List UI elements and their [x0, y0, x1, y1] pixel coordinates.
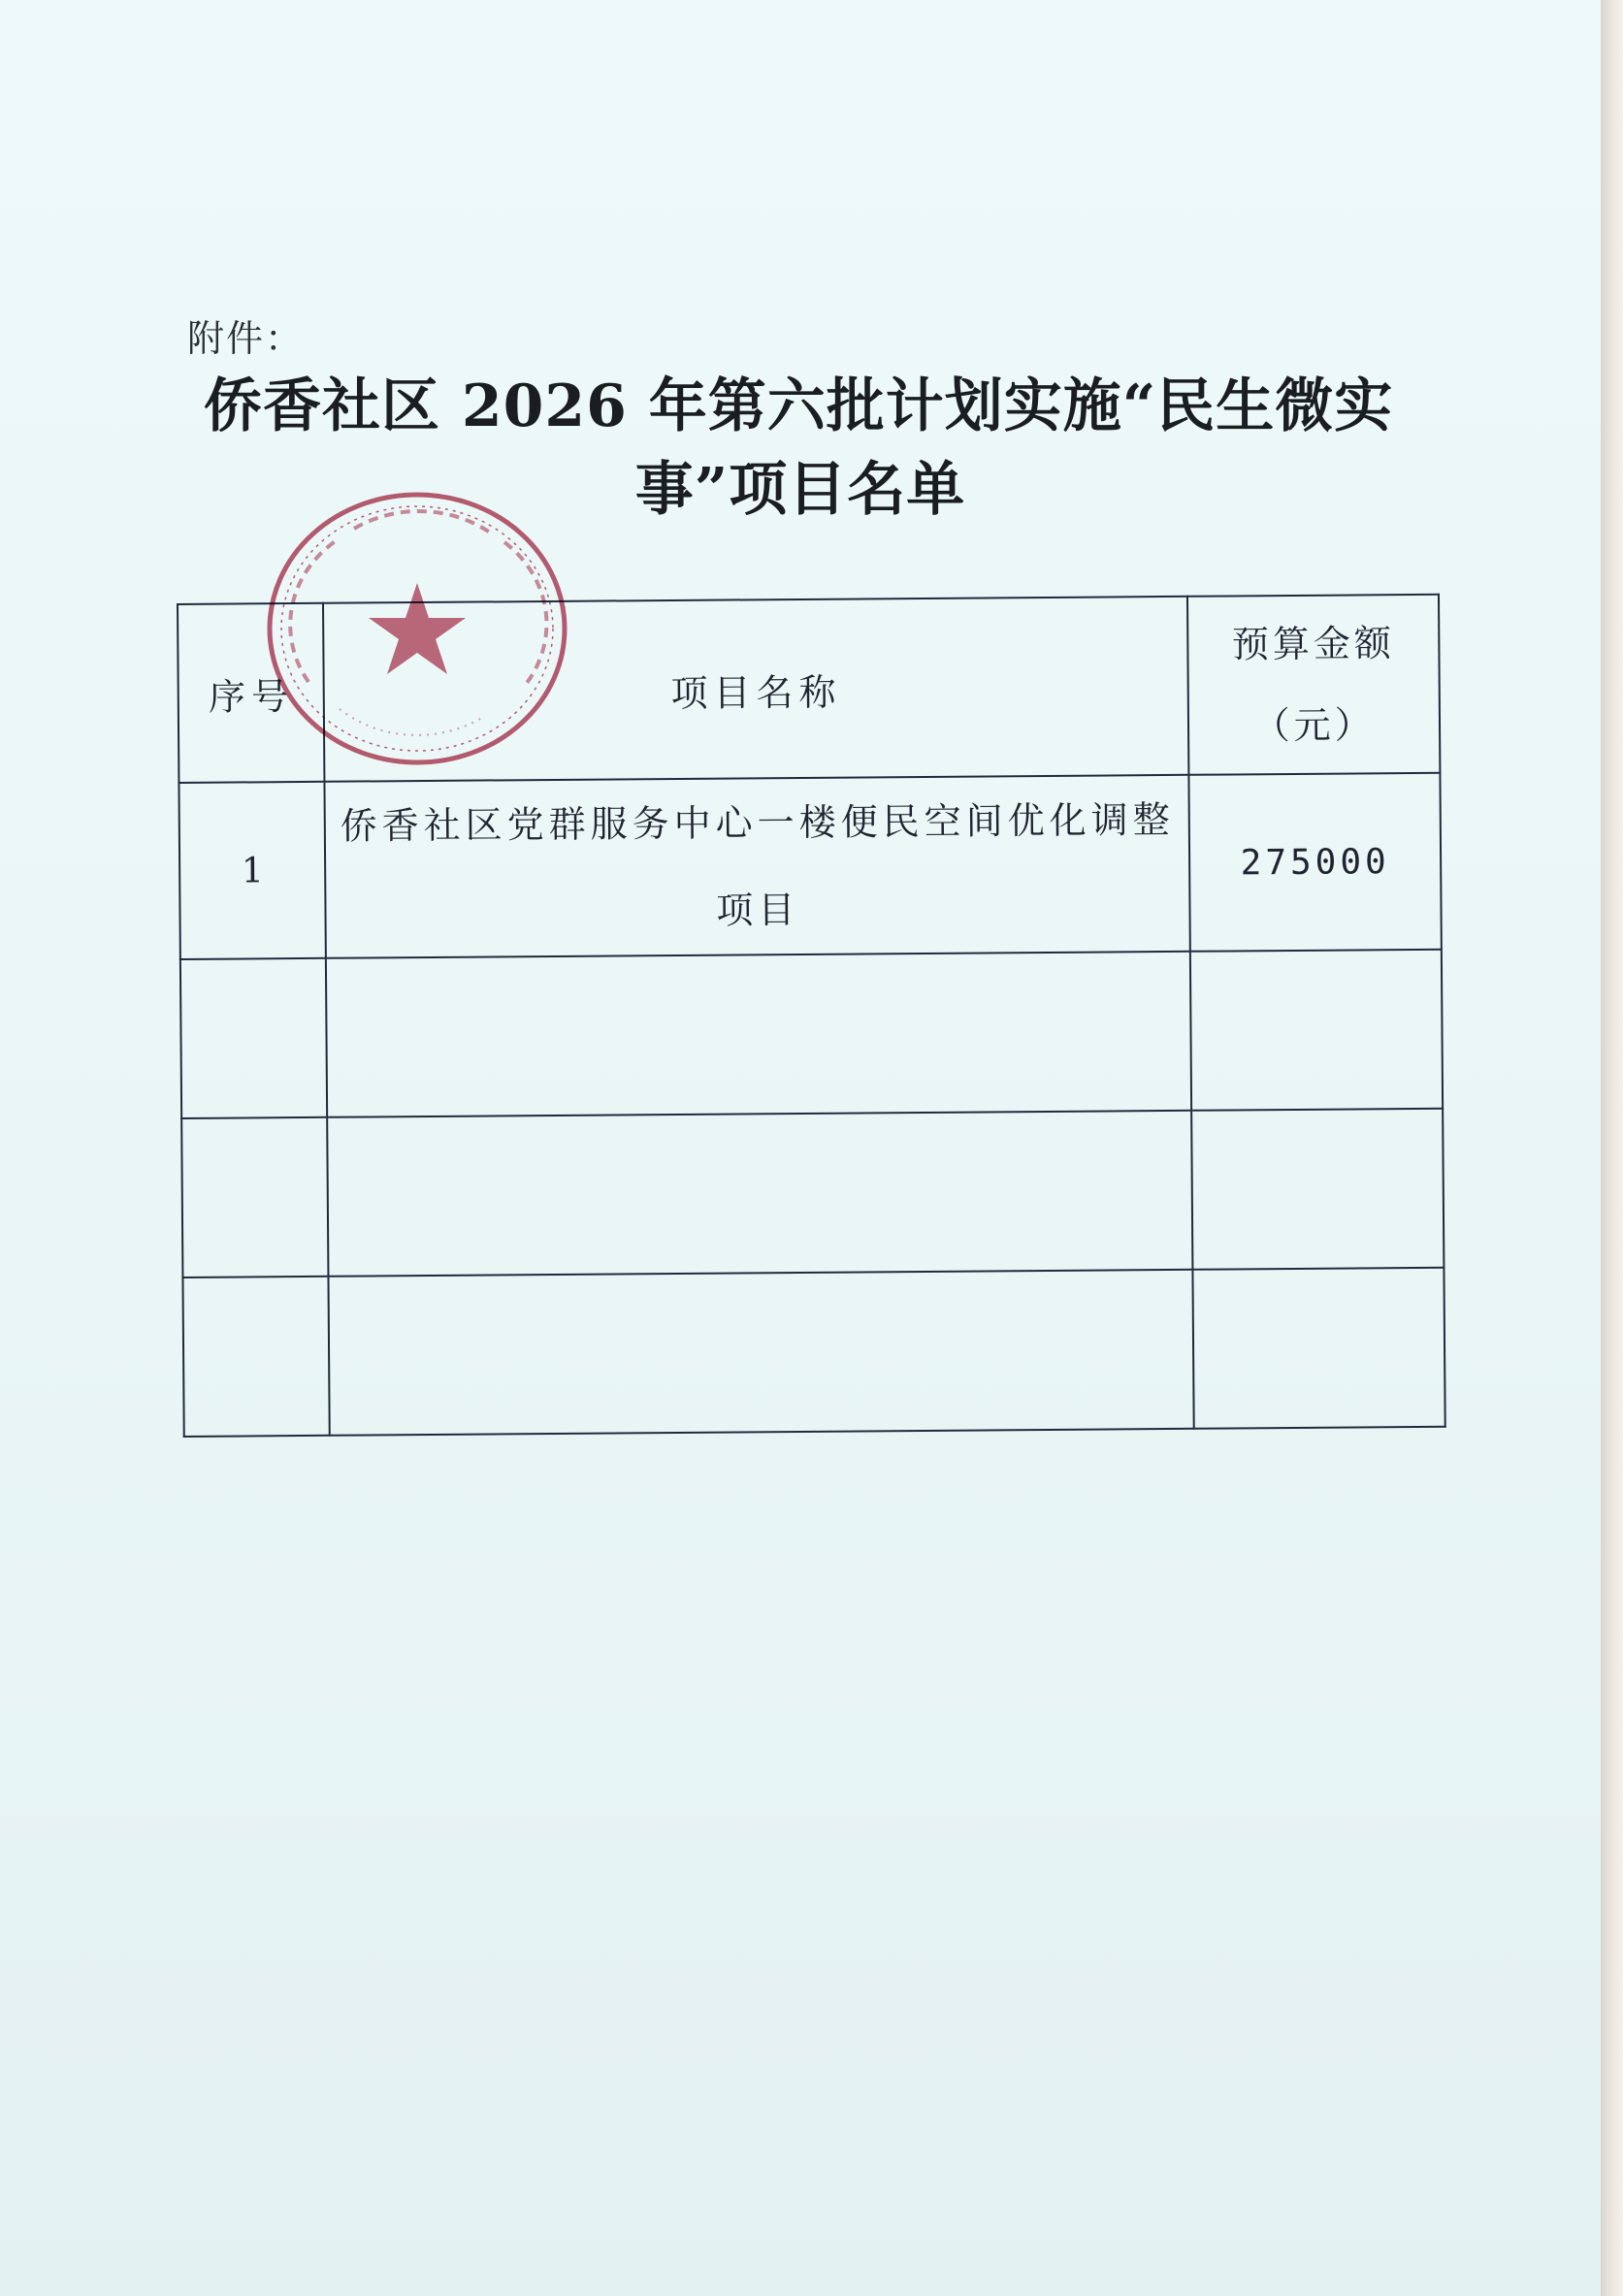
title-line-1: 侨香社区 2026 年第六批计划实施“民生微实: [204, 372, 1394, 440]
cell-project-name: [329, 1270, 1194, 1436]
table-row: [181, 1109, 1444, 1277]
cell-amount: [1191, 1109, 1444, 1270]
table-header-row: [178, 595, 1440, 783]
cell-seq: [181, 1117, 329, 1277]
cell-project-name: 侨香社区党群服务中心一楼便民空间优化调整项目: [325, 775, 1190, 958]
cell-project-name: [326, 952, 1191, 1117]
cell-seq: [180, 958, 328, 1118]
cell-amount: 275000: [1189, 773, 1442, 952]
header-project-name: 项目名称: [323, 597, 1188, 782]
cell-seq: [182, 1277, 330, 1437]
title-line-2: 事”项目名单: [634, 456, 966, 524]
attachment-label: 附件：: [187, 317, 305, 360]
cell-project-name: [328, 1111, 1193, 1277]
header-amount: [1187, 595, 1440, 775]
table-row: [179, 773, 1441, 959]
document-title: [165, 365, 1436, 532]
cell-seq: 1: [179, 782, 326, 959]
header-amount-line-1: 预算金额: [1231, 622, 1396, 666]
cell-amount: [1190, 950, 1443, 1111]
cell-amount: [1193, 1268, 1445, 1429]
page-edge: [1601, 0, 1623, 2296]
header-amount-line-2: （元）: [1252, 703, 1376, 748]
table-row: [180, 950, 1443, 1118]
header-seq: 序号: [178, 603, 325, 783]
project-table: [177, 594, 1446, 1438]
table-row: [182, 1268, 1444, 1437]
